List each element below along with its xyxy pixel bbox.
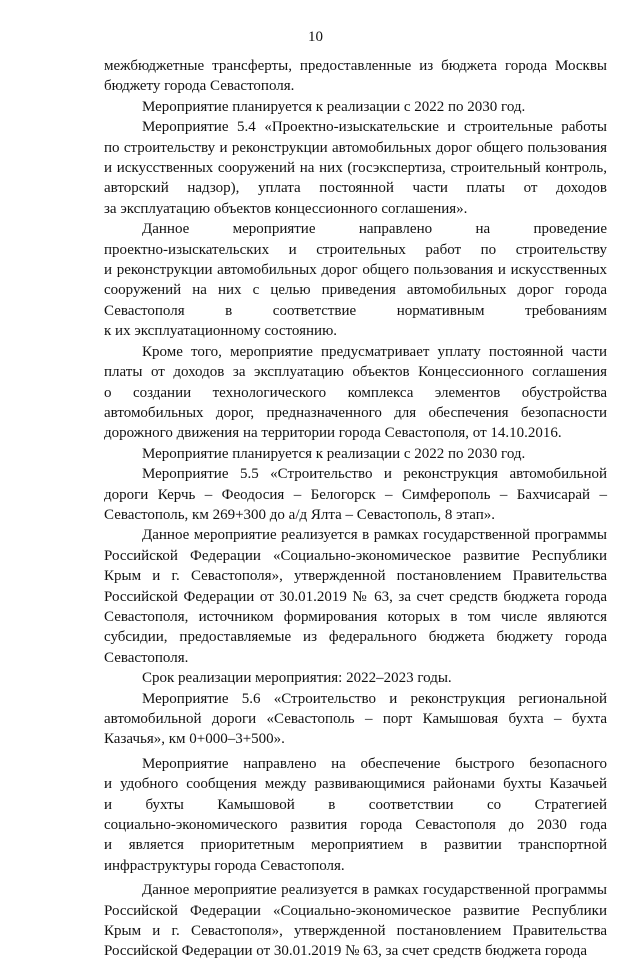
text-line: Российской Федерации «Социально-экономическое развитие Республики [104,547,607,564]
text-line: дороги Керчь – Феодосия – Белогорск – Симферополь – Бахчисарай – [104,486,607,503]
text-line: Данное мероприятие реализуется в рамках государственной программы [142,527,607,544]
text-line: Российской Федерации от 30.01.2019 № 63, за счет средств бюджета города [104,943,587,960]
text-line: Мероприятие направлено на обеспечение быстрого безопасного [142,755,607,772]
text-line: социально-экономического развития города Севастополя до 2030 года [104,817,607,834]
paragraph [104,342,607,444]
text-line: за эксплуатацию объектов концессионного соглашения». [104,200,468,217]
text-line: Мероприятие 5.5 «Строительство и реконструкция автомобильной [142,466,607,483]
text-line: о создании технологического комплекса элементов обустройства [104,384,607,401]
paragraph [104,464,607,525]
text-line: по строительству и реконструкции автомобильных дорог общего пользования [104,139,607,156]
text-line: Данное мероприятие направлено на проведение [142,221,607,238]
text-line: межбюджетные трансферты, предоставленные из бюджета города Москвы [104,58,607,74]
text-line: Севастополь, км 269+300 до а/д Ялта – Севастополь, 8 этап». [104,506,495,523]
paragraph [104,668,607,688]
text-line: сооружений на них с целью приведения автомобильных дорог города [104,282,607,299]
paragraph [104,219,607,341]
text-line: дорожного движения на территории города Севастополя, от 14.10.2016. [104,425,562,442]
text-line: Севастополя в соответствие нормативным требованиям [104,302,607,319]
text-line: автомобильных дорог, предназначенного для обеспечения безопасности [104,404,607,421]
text-line: Российской Федерации «Социально-экономическое развитие Республики [104,902,607,919]
text-line: Казачья», км 0+000–3+500». [104,731,285,748]
text-line: Мероприятие планируется к реализации с 2022 по 2030 год. [142,445,526,462]
paragraph [104,97,607,117]
text-line: авторский надзор), уплата постоянной части платы от доходов [104,180,607,197]
text-line: Крым и г. Севастополя», утвержденной постановлением Правительства [104,923,607,940]
text-line: инфраструктуры города Севастополя. [104,857,345,874]
page-number: 10 [308,29,323,45]
text-line: Мероприятие 5.4 «Проектно-изыскательские и строительные работы [142,119,607,136]
paragraph [104,56,607,97]
paragraph [104,689,607,750]
text-line: Кроме того, мероприятие предусматривает уплату постоянной части [142,343,607,360]
paragraph [104,444,607,464]
text-line: проектно-изыскательских и строительных работ по строительству [104,241,607,258]
text-line: и удобного сообщения между развивающимися районами бухты Казачьей [104,776,607,793]
text-line: субсидии, предоставляемые из федерального бюджета бюджету города [104,629,607,646]
paragraph [104,117,607,219]
text-line: Севастополя. [104,649,189,666]
paragraph [104,880,607,962]
text-line: Севастополя, источником формирования которых в том числе являются [104,608,607,625]
text-line: платы от доходов за эксплуатацию объектов Концессионного соглашения [104,364,607,381]
text-line: и является приоритетным мероприятием в развитии транспортной [104,837,607,854]
text-line: к их эксплуатационному состоянию. [104,323,338,340]
text-line: Срок реализации мероприятия: 2022–2023 годы. [142,670,452,687]
text-line: Мероприятие 5.6 «Строительство и реконструкция региональной [142,690,607,707]
text-line: и бухты Камышовой в соответствии со Стратегией [104,796,607,813]
text-line: бюджету города Севастополя. [104,78,295,95]
paragraph [104,754,607,876]
paragraph [104,525,607,668]
text-line: автомобильной дороги «Севастополь – порт Камышовая бухта – бухта [104,711,607,727]
document-body [104,56,607,962]
text-line: Мероприятие планируется к реализации с 2022 по 2030 год. [142,98,526,115]
text-line: Крым и г. Севастополя», утвержденной постановлением Правительства [104,568,607,585]
text-line: и реконструкции автомобильных дорог общего пользования и искусственных [104,262,607,279]
text-line: Российской Федерации от 30.01.2019 № 63, за счет средств бюджета города [104,588,607,605]
text-line: и искусственных сооружений на них (госэкспертиза, строительный контроль, [104,160,607,177]
text-line: Данное мероприятие реализуется в рамках государственной программы [142,882,607,899]
